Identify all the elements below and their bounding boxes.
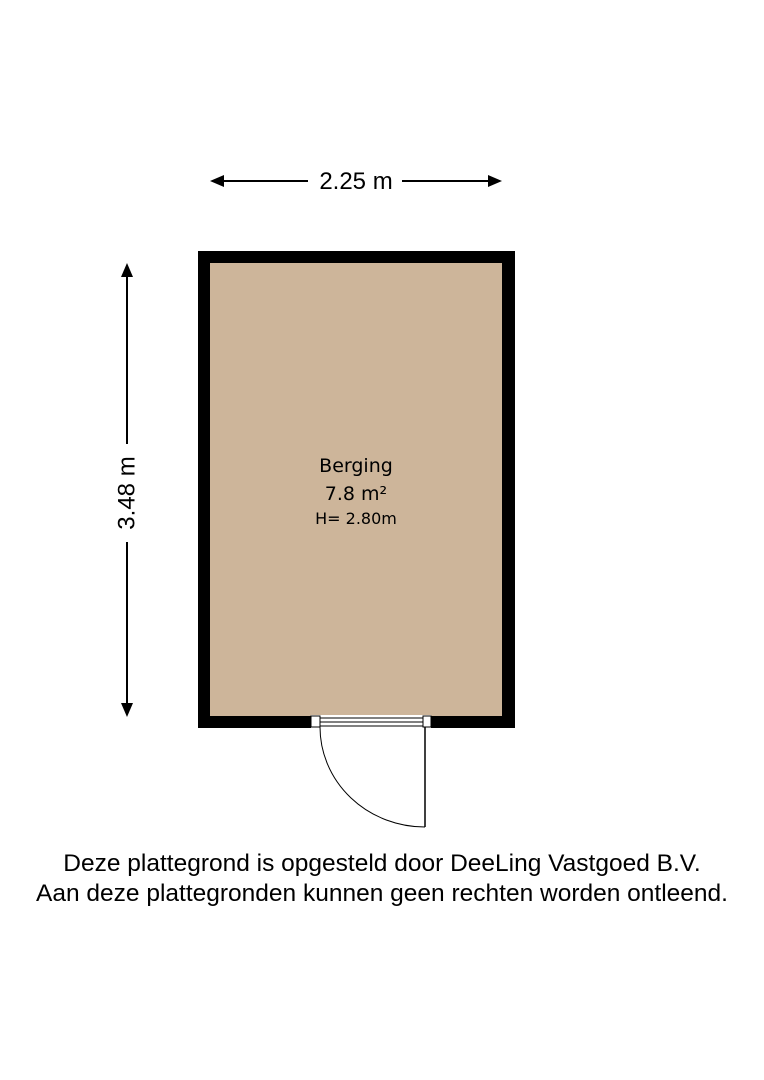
room-area-label: 7.8 m² <box>324 483 388 505</box>
height-dimension-label: 3.48 m <box>113 456 141 530</box>
room-berging <box>198 251 515 827</box>
disclaimer-line-1: Deze plattegrond is opgesteld door DeeLing Vastgoed B.V. <box>63 850 701 877</box>
door-frame-right <box>423 716 431 727</box>
room-name-label: Berging <box>319 455 393 477</box>
room-ceiling-height-label: H= 2.80m <box>315 509 397 528</box>
height-arrow-top-icon <box>121 263 133 277</box>
door-swing-arc <box>320 727 425 827</box>
width-arrow-right-icon <box>488 175 502 187</box>
width-arrow-left-icon <box>210 175 224 187</box>
height-dimension <box>114 263 141 717</box>
height-arrow-bottom-icon <box>121 703 133 717</box>
door-frame-left <box>311 716 320 727</box>
width-dimension <box>210 168 502 195</box>
width-dimension-label: 2.25 m <box>319 168 393 195</box>
disclaimer-line-2: Aan deze plattegronden kunnen geen rechten worden ontleend. <box>36 880 728 907</box>
